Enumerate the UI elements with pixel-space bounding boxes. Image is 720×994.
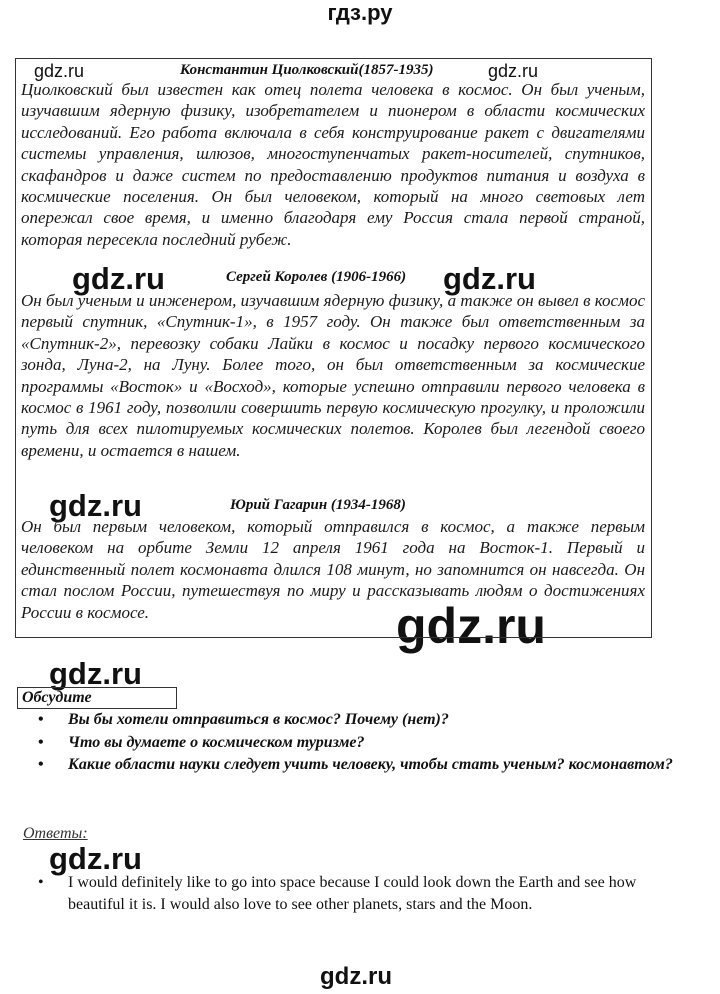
site-watermark-top: гдз.ру [327, 0, 393, 25]
question-text: Вы бы хотели отправиться в космос? Почему (нет)? [68, 711, 449, 728]
bio-text-tsiolkovsky: Циолковский был известен как отец полета человека в космос. Он был ученым, изучавшим ядерную физику, изобретателем и пионером в области космических исследований. Его работа включала в себя конструирование ракет с двигателями системы управления, шлюзов, многоступенчатых ракет-носителей, спутников, скафандров и даже систем по предоставлению продуктов питания и воздуха в космические поселения. Он был человеком, который на много световых лет опережал свое время, и именно благодаря ему Россия стала первой страной, которая пересекла последний рубеж. [21, 80, 645, 249]
bio-text-korolev: Он был ученым и инженером, изучавшим ядерную физику, а также он вывел в космос первый спутник, «Спутник-1», в 1957 году. Он также был ответственным за «Спутник-2», перевозку собаки Лайки в космос и посадку первого космического зонда, Луна-2, на Луну. Более того, он был ответственным за космические программы «Восток» и «Восход», которые успешно отправили первого человека в космос в 1961 году, позволили совершить первую космическую прогулку, и проложили путь для всех пилотируемых космических полетов. Королев был легендой своего времени, и остается в нашем. [21, 291, 645, 460]
bullet-icon: • [38, 874, 44, 891]
question-text: Какие области науки следует учить человеку, чтобы стать ученым? космонавтом? [68, 756, 673, 773]
list-item [38, 754, 678, 777]
watermark-medium: gdz.ru [49, 488, 142, 523]
watermark-small: gdz.ru [34, 61, 85, 81]
watermark-medium: gdz.ru [443, 261, 536, 296]
list-item [38, 709, 678, 732]
watermark-medium: gdz.ru [49, 656, 142, 691]
bullet-icon: • [38, 711, 44, 728]
bio-text-gagarin: Он был первым человеком, который отправился в космос, а также первым человеком на орбите Земли 12 апреля 1961 года на Восток-1. Первый и единственный полет космонавта длился 108 минут, но запомнится он навсегда. Он стал послом России, путешествуя по миру и рассказывать людям о достижениях России в космосе. [21, 517, 645, 622]
bio-title-korolev: Сергей Королев (1906-1966) [226, 269, 407, 285]
watermark-small: gdz.ru [488, 61, 539, 81]
bullet-icon: • [38, 733, 44, 751]
watermark-medium: gdz.ru [72, 261, 165, 296]
discussion-questions [38, 709, 678, 777]
answer-text: I would definitely like to go into space because I could look down the Earth and see how beautiful it is. I would also love to see other planets, stars and the Moon. [68, 874, 637, 913]
discuss-heading: Обсудите [17, 687, 177, 709]
question-text: Что вы думаете о космическом туризме? [68, 733, 365, 751]
answer-item [38, 872, 678, 916]
list-item [38, 732, 678, 755]
answers-label: Ответы: [23, 825, 88, 842]
bullet-icon: • [38, 756, 44, 773]
bio-title-gagarin: Юрий Гагарин (1934-1968) [230, 497, 406, 513]
bio-title-tsiolkovsky: Константин Циолковский(1857-1935) [180, 62, 434, 78]
watermark-large: gdz.ru [396, 598, 546, 654]
watermark-medium: gdz.ru [49, 841, 142, 876]
watermark-bottom: gdz.ru [320, 963, 392, 990]
